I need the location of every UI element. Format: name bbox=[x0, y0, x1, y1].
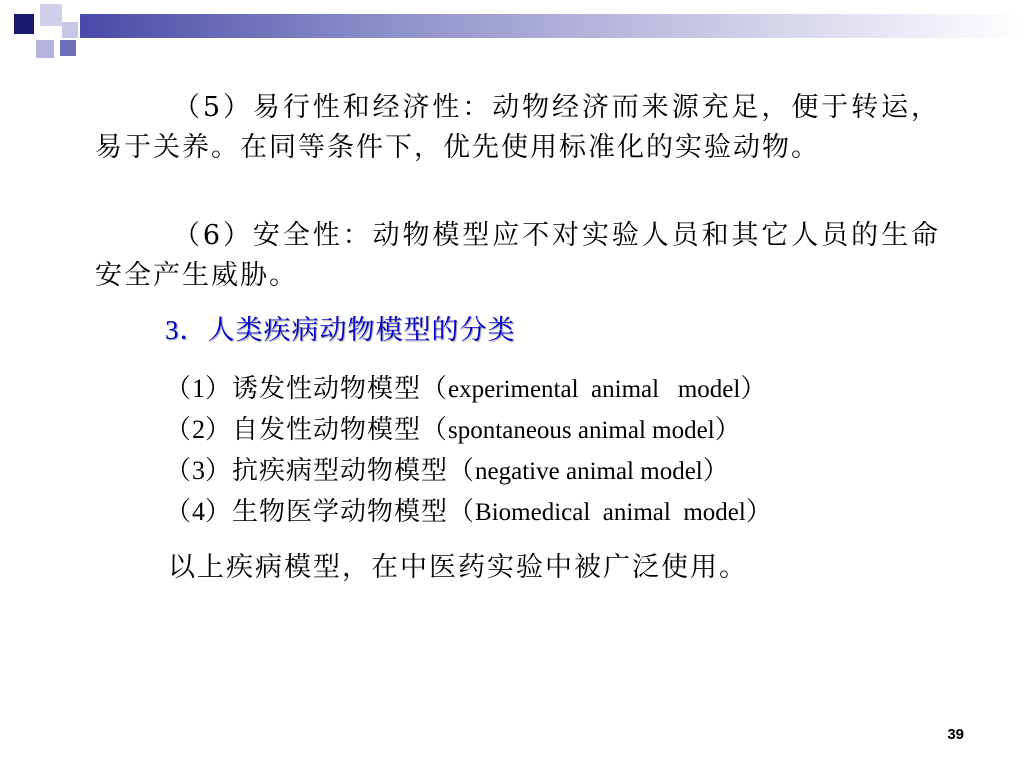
list-item bbox=[165, 409, 773, 450]
list-item bbox=[165, 450, 773, 491]
decor-square-blue bbox=[60, 40, 76, 56]
list-item bbox=[165, 491, 773, 532]
list-item-english: spontaneous animal model bbox=[448, 417, 715, 444]
list-item-index: 4 bbox=[192, 497, 206, 526]
list-item-english: experimental animal model bbox=[448, 376, 741, 403]
header-gradient-bar bbox=[80, 14, 1024, 38]
list-item-end: ） bbox=[714, 415, 742, 445]
list-item-label: 自发性动物模型（ bbox=[232, 415, 449, 445]
list-item-label: 诱发性动物模型（ bbox=[232, 374, 449, 404]
model-classification-list bbox=[165, 368, 773, 532]
list-item-index: 2 bbox=[192, 415, 206, 444]
list-item-label: 抗疾病型动物模型（ bbox=[232, 456, 476, 486]
page-number: 39 bbox=[947, 726, 964, 743]
list-item-open: （ bbox=[165, 415, 193, 445]
list-item-end: ） bbox=[702, 456, 730, 486]
decor-square-dark bbox=[14, 14, 34, 34]
decor-square-small bbox=[36, 40, 54, 58]
list-item-close: ） bbox=[205, 374, 233, 404]
list-item-open: （ bbox=[165, 374, 193, 404]
list-item-open: （ bbox=[165, 456, 193, 486]
list-item-index: 1 bbox=[192, 374, 206, 403]
list-item-index: 3 bbox=[192, 456, 206, 485]
section-heading bbox=[165, 310, 516, 351]
list-item-close: ） bbox=[205, 456, 233, 486]
list-item-english: Biomedical animal model bbox=[475, 499, 746, 526]
list-item-end: ） bbox=[745, 497, 773, 527]
paragraph-safety: （6）安全性：动物模型应不对实验人员和其它人员的生命安全产生威胁。 bbox=[95, 220, 940, 291]
list-item bbox=[165, 368, 773, 409]
list-item-open: （ bbox=[165, 497, 193, 527]
list-item-label: 生物医学动物模型（ bbox=[232, 497, 476, 527]
paragraph-ease-economy: （5）易行性和经济性：动物经济而来源充足，便于转运，易于关养。在同等条件下，优先使用标准化的实验动物。 bbox=[95, 92, 940, 163]
decor-square-light bbox=[62, 22, 78, 38]
heading-number: 3． bbox=[165, 315, 208, 345]
decor-square-mid bbox=[40, 4, 62, 26]
list-item-english: negative animal model bbox=[475, 458, 703, 485]
heading-text: 人类疾病动物模型的分类 bbox=[207, 315, 516, 346]
header-decoration bbox=[0, 0, 1024, 60]
list-item-end: ） bbox=[740, 374, 768, 404]
summary-text: 以上疾病模型，在中医药实验中被广泛使用。 bbox=[168, 552, 748, 583]
list-item-close: ） bbox=[205, 415, 233, 445]
list-item-close: ） bbox=[205, 497, 233, 527]
